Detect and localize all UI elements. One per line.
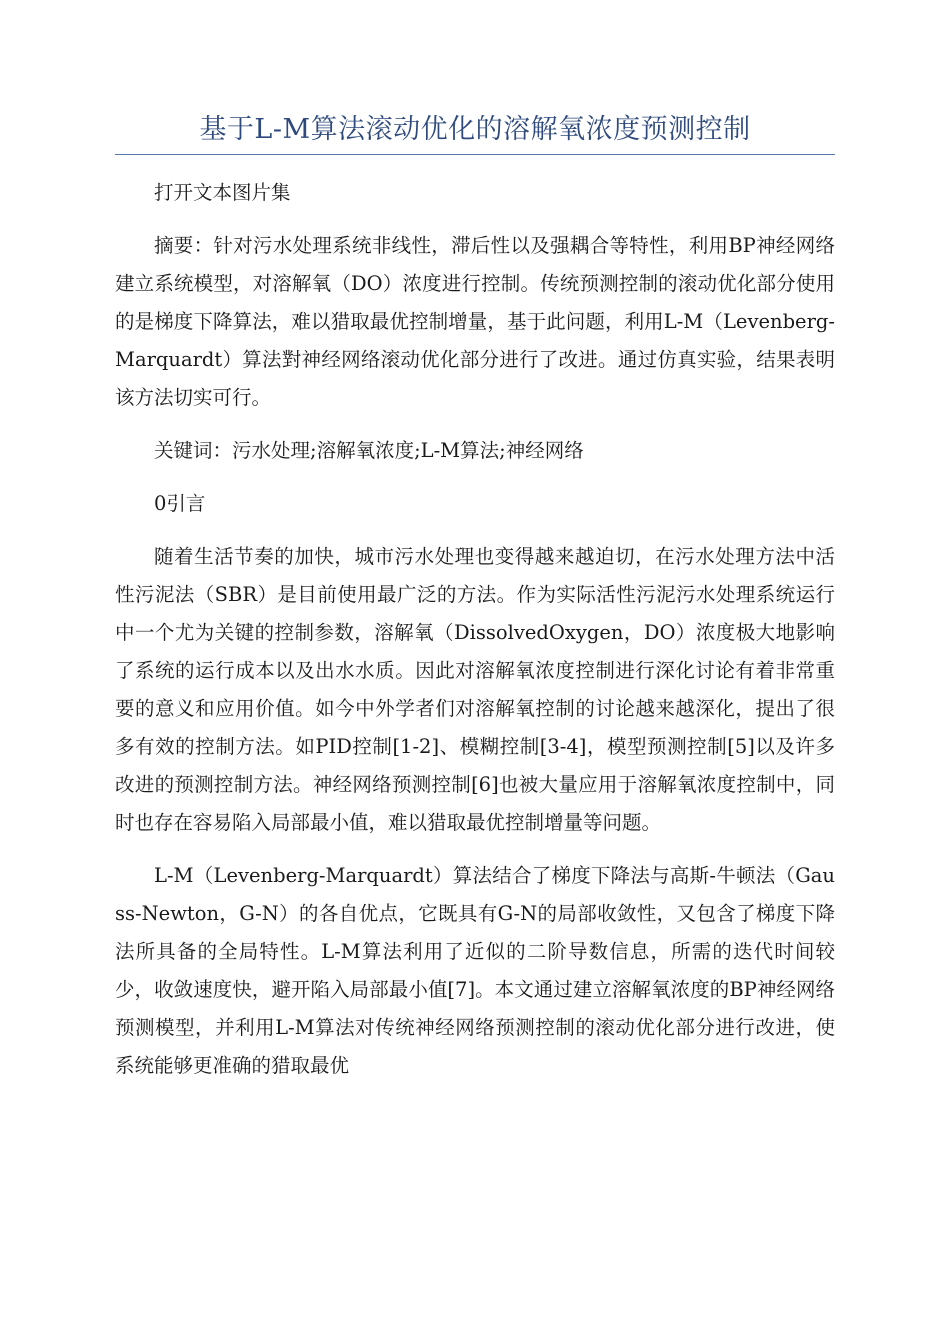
abstract-paragraph: 摘要：针对污水处理系统非线性，滞后性以及强耦合等特性，利用BP神经网络建立系统模型，对溶解氧（DO）浓度进行控制。传统预测控制的滚动优化部分使用的是梯度下降算法，难以猎取最优控制增量，基于此问题，利用L-M（Levenberg-Marquardt）算法對神经网络滚动优化部分进行了改进。通过仿真实验，结果表明该方法切实可行。	[115, 234, 835, 409]
document-body	[115, 174, 835, 1100]
body-paragraph: L-M（Levenberg-Marquardt）算法结合了梯度下降法与高斯-牛顿法（Gauss-Newton，G-N）的各自优点，它既具有G-N的局部收敛性，又包含了梯度下降法所具备的全局特性。L-M算法利用了近似的二阶导数信息，所需的迭代时间较少，收敛速度快，避开陷入局部最小值[7]。本文通过建立溶解氧浓度的BP神经网络预测模型，并利用L-M算法对传统神经网络预测控制的滚动优化部分进行改进，使系统能够更准确的猎取最优	[115, 864, 835, 1077]
section-heading-introduction: 0引言	[154, 492, 206, 515]
keywords-paragraph: 关键词：污水处理;溶解氧浓度;L-M算法;神经网络	[154, 439, 584, 462]
title-divider	[115, 154, 835, 155]
page-title: 基于L-M算法滚动优化的溶解氧浓度预测控制	[199, 114, 751, 145]
body-paragraph: 随着生活节奏的加快，城市污水处理也变得越来越迫切，在污水处理方法中活性污泥法（SBR）是目前使用最广泛的方法。作为实际活性污泥污水处理系统运行中一个尤为关键的控制参数，溶解氧（DissolvedOxygen，DO）浓度极大地影响了系统的运行成本以及出水水质。因此对溶解氧浓度控制进行深化讨论有着非常重要的意义和应用价值。如今中外学者们对溶解氧控制的讨论越来越深化，提出了很多有效的控制方法。如PID控制[1-2]、模糊控制[3-4]，模型预测控制[5]以及许多改进的预测控制方法。神经网络预测控制[6]也被大量应用于溶解氧浓度控制中，同时也存在容易陷入局部最小值，难以猎取最优控制增量等问题。	[115, 545, 835, 834]
image-set-link[interactable]: 打开文本图片集	[154, 181, 291, 204]
